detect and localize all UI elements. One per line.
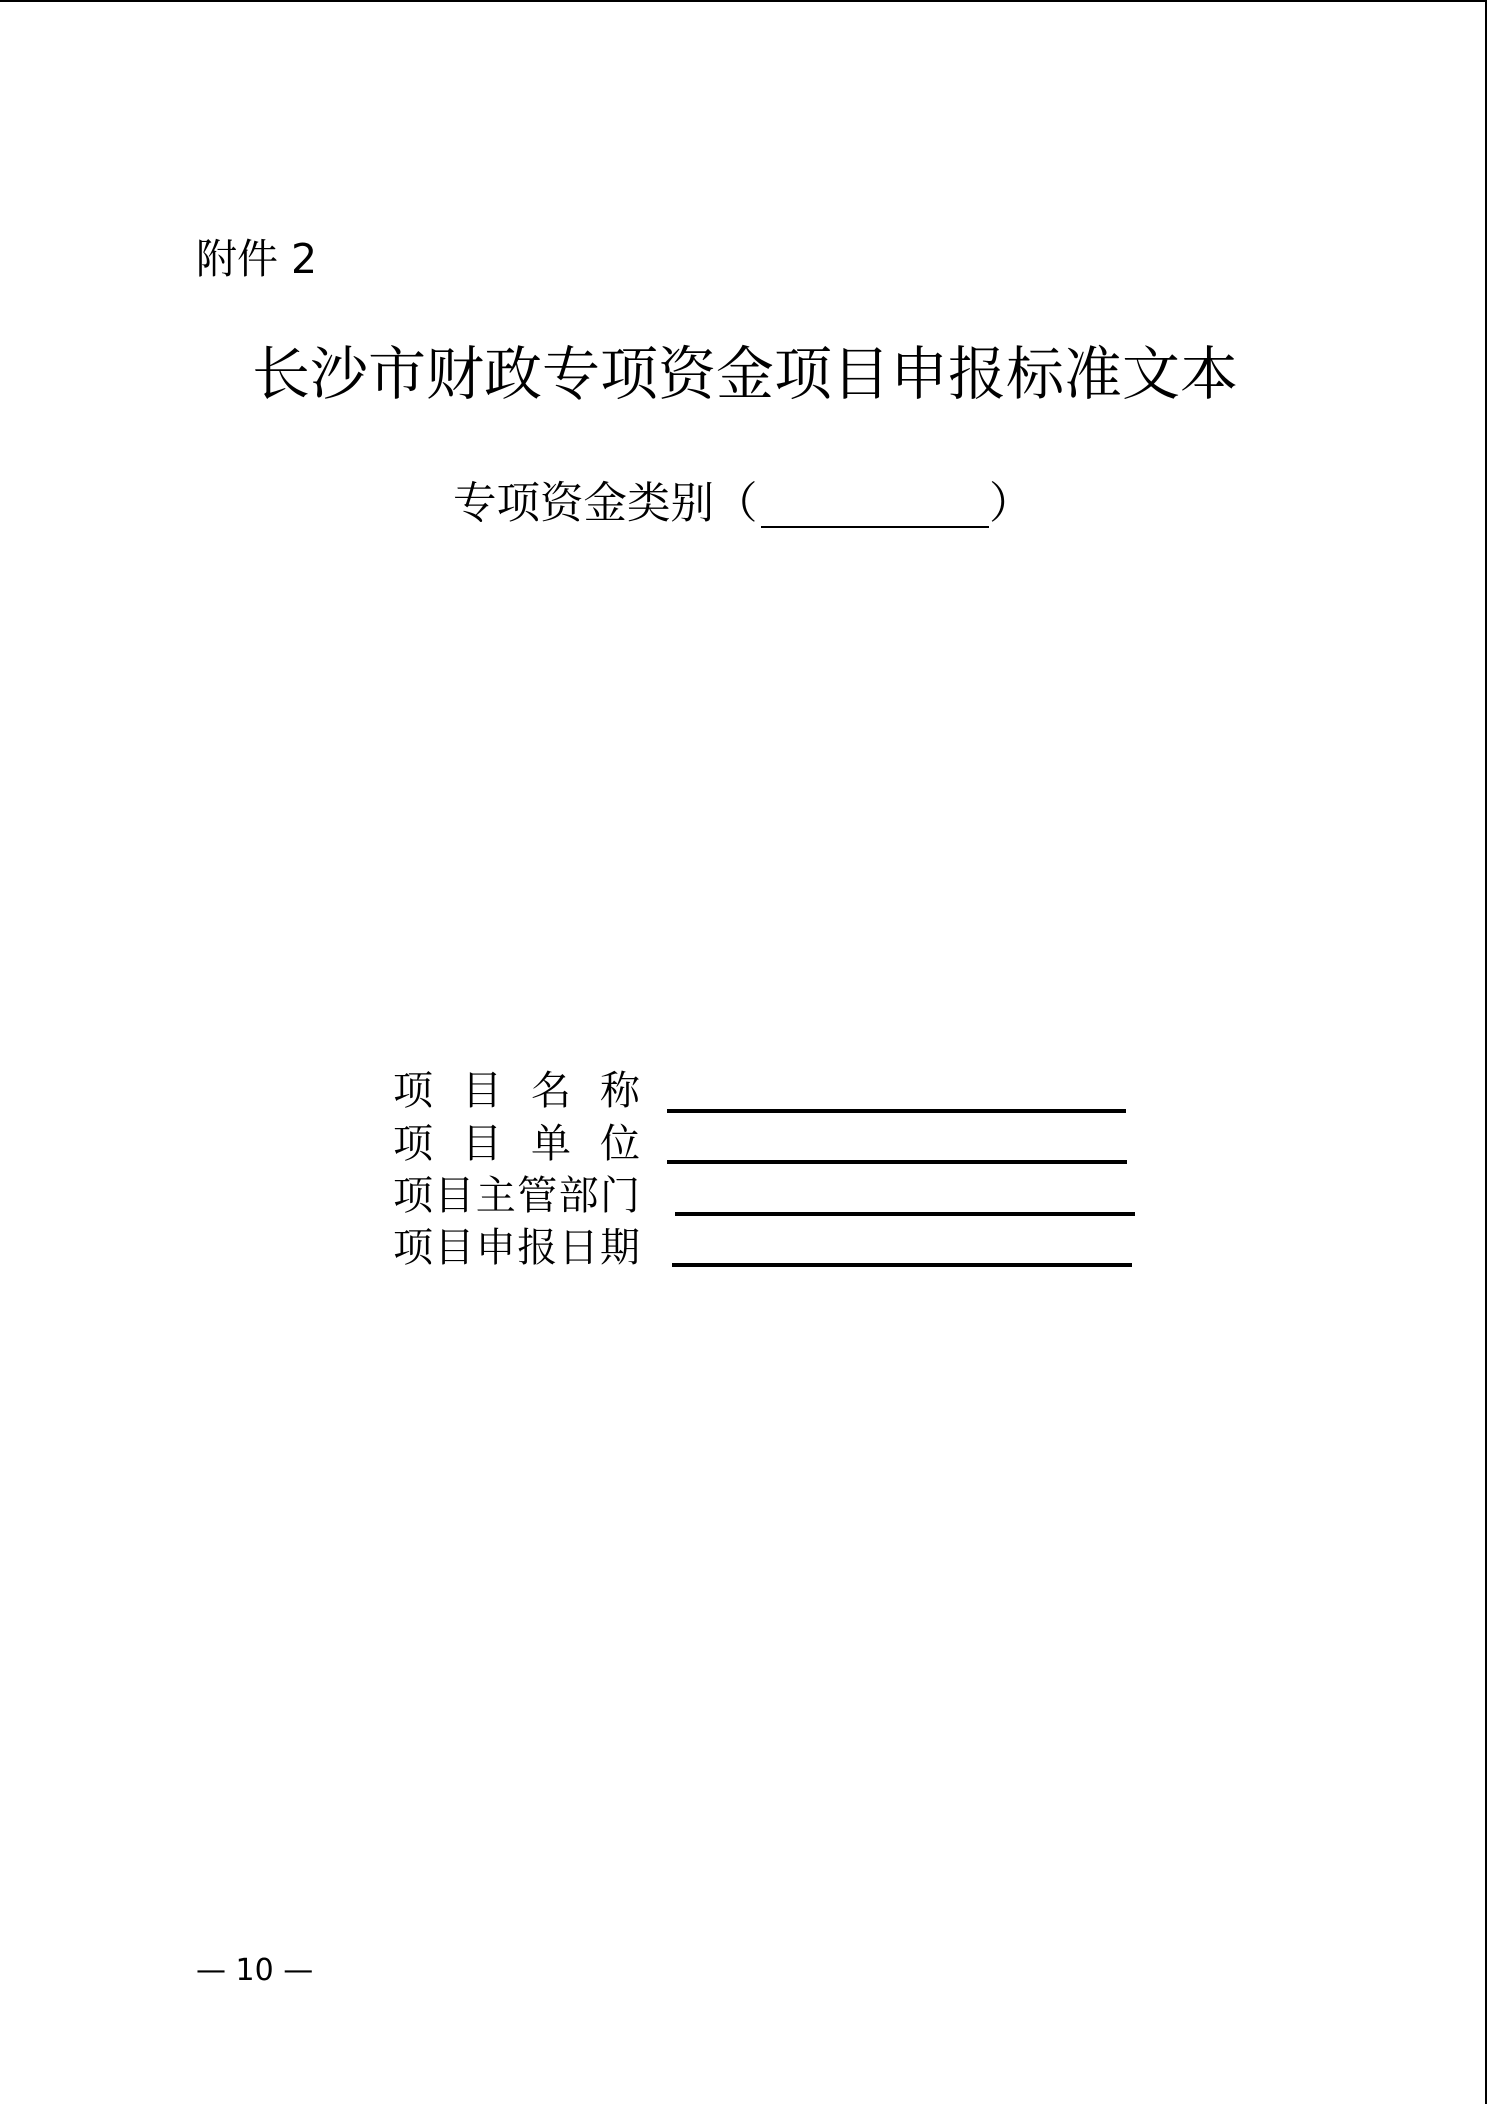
document-title: 长沙市财政专项资金项目申报标准文本 bbox=[252, 340, 1239, 408]
field-label-project-name: 项 目 名 称 bbox=[393, 1068, 640, 1114]
field-blank-line-project-unit bbox=[667, 1160, 1127, 1164]
fund-category-blank-line bbox=[761, 526, 989, 528]
field-label-project-unit: 项 目 单 位 bbox=[393, 1121, 640, 1167]
field-blank-line-supervising-department bbox=[675, 1212, 1135, 1216]
field-blank-line-project-name bbox=[667, 1109, 1126, 1113]
fund-category-close-paren: ） bbox=[989, 479, 1033, 529]
page-number: — 10 — bbox=[196, 1953, 314, 1988]
attachment-label: 附件 2 bbox=[196, 235, 318, 283]
field-label-supervising-department: 项目主管部门 bbox=[393, 1173, 640, 1219]
fund-category-open-paren: （ bbox=[714, 479, 758, 529]
field-label-application-date: 项目申报日期 bbox=[393, 1225, 640, 1271]
field-blank-line-application-date bbox=[672, 1263, 1132, 1267]
fund-category-label: 专项资金类别 bbox=[453, 479, 714, 529]
